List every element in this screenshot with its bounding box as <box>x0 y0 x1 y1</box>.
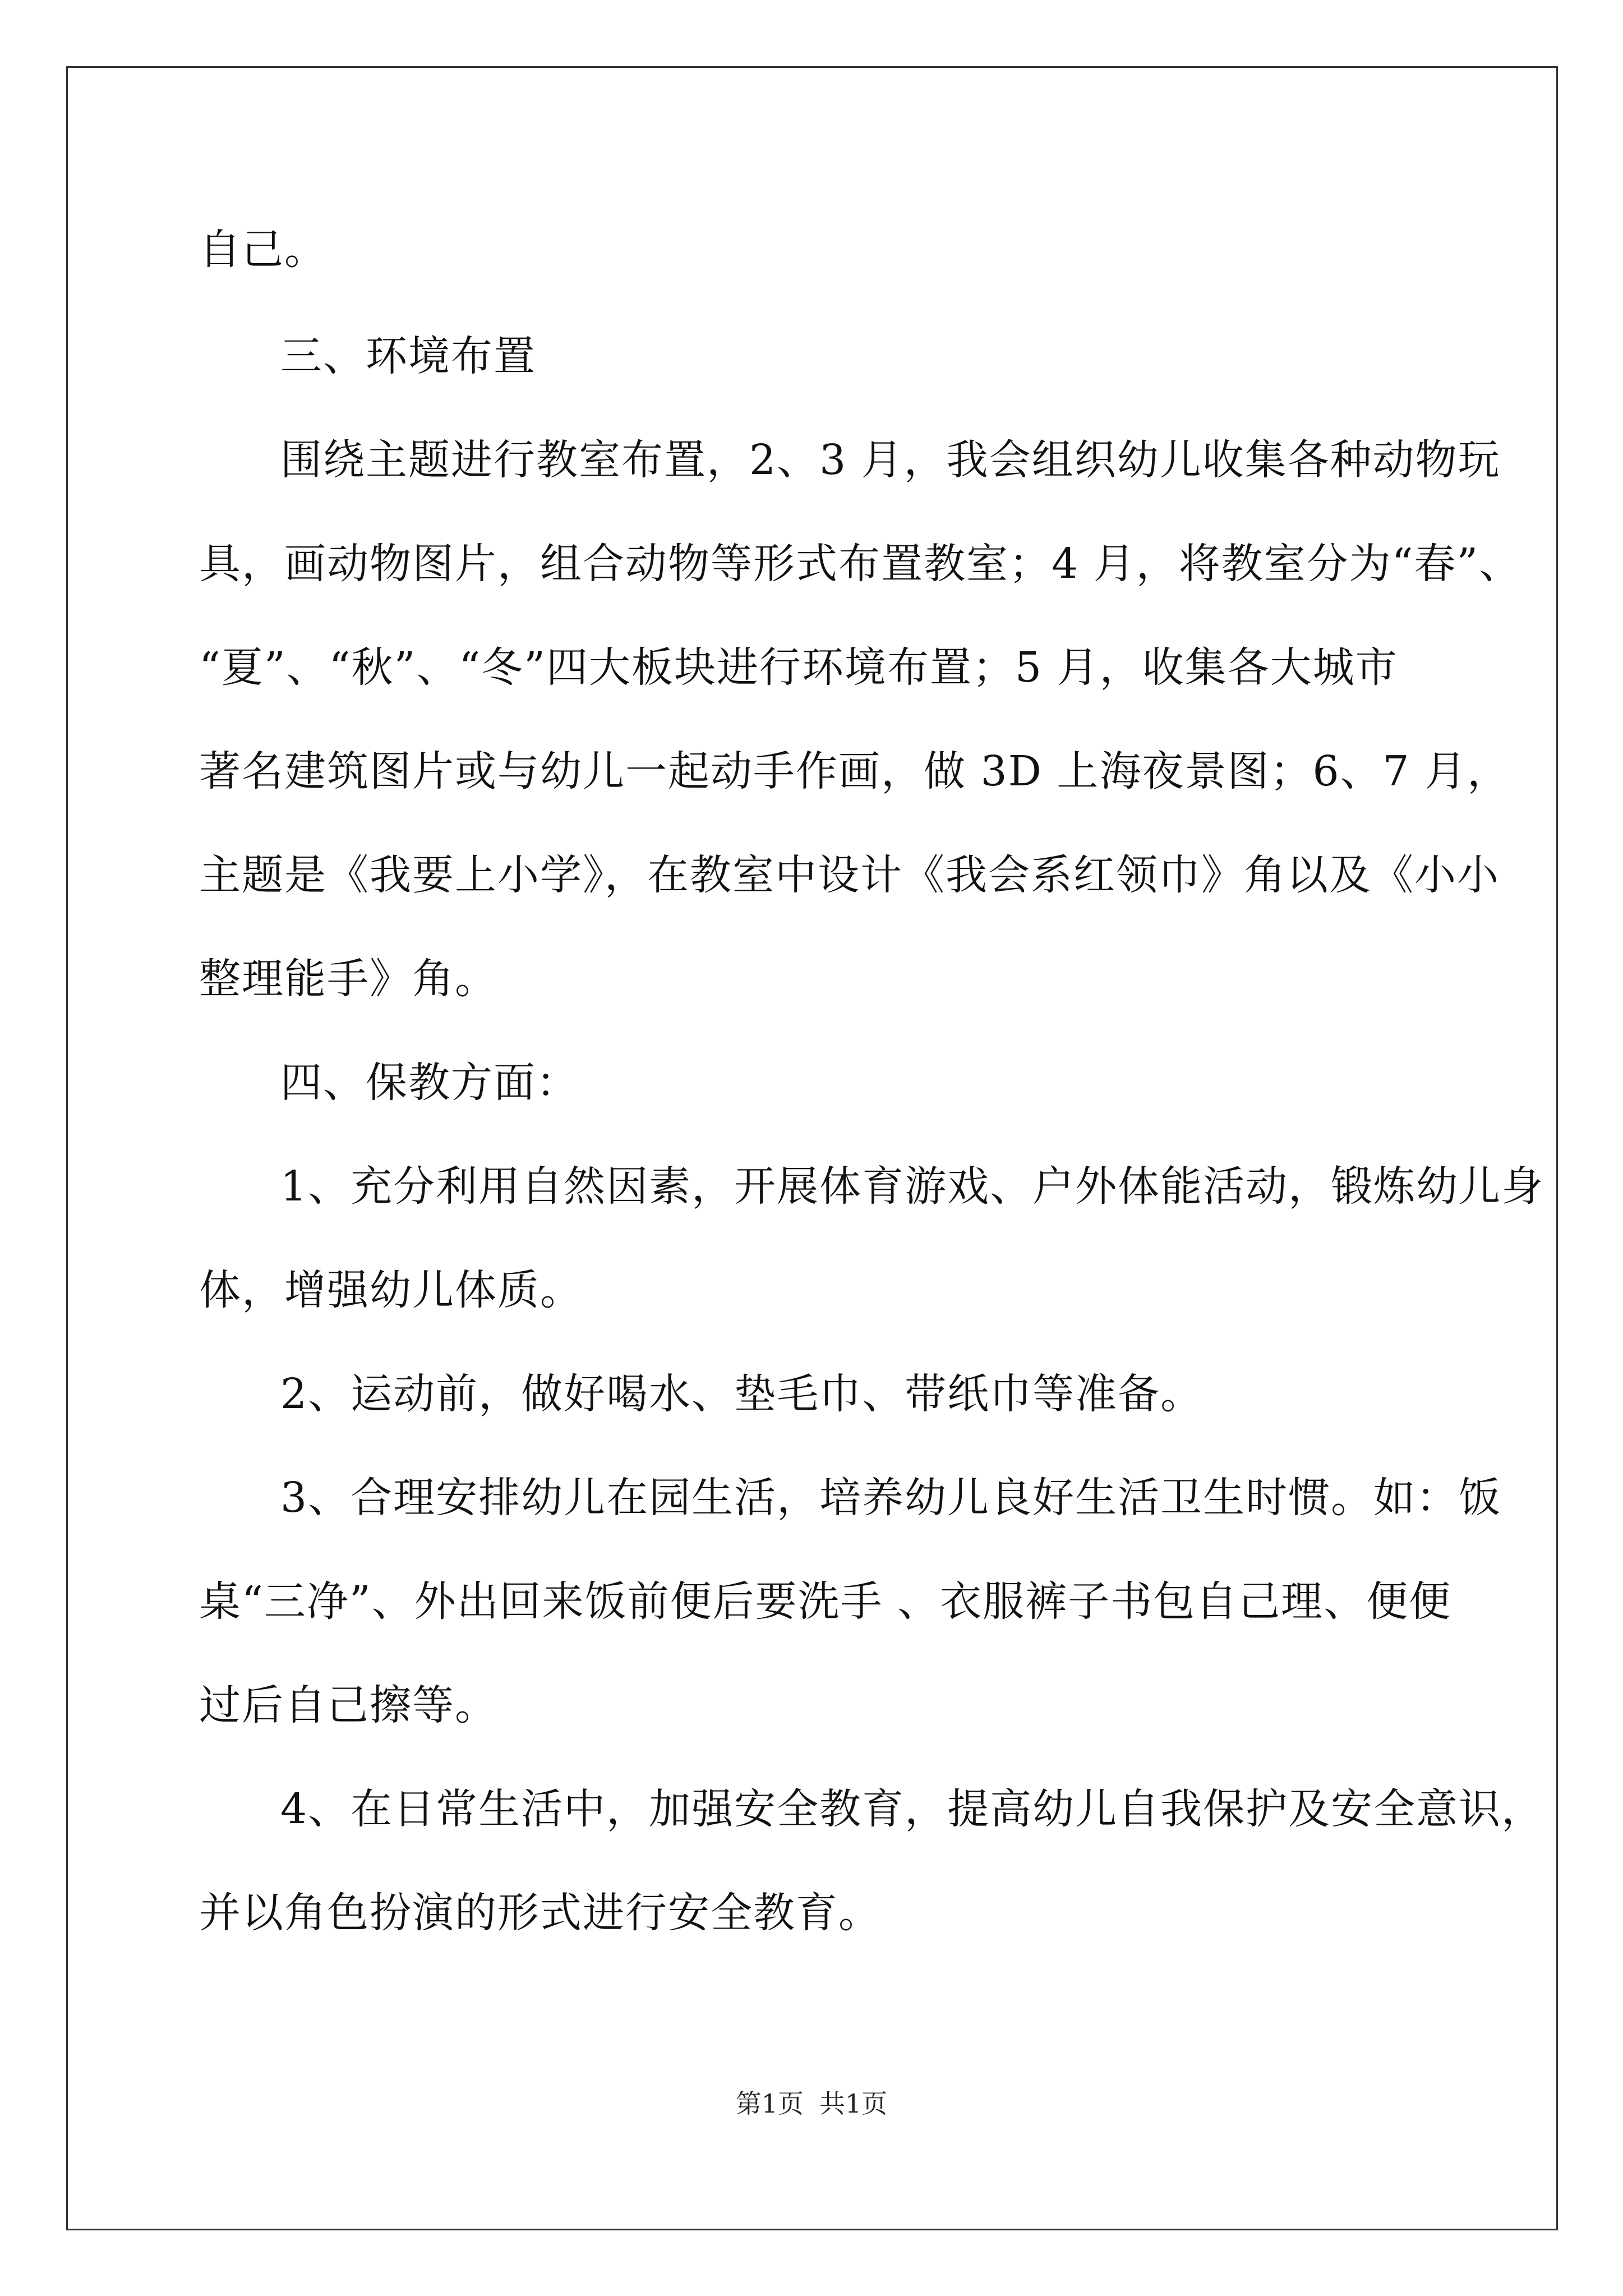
text-line-1: 自己。 <box>199 226 327 274</box>
page-number-current: 第1页 <box>735 2088 804 2119</box>
page-number-total: 共1页 <box>819 2088 888 2119</box>
text-line-13: 3、合理安排幼儿在园生活，培养幼儿良好生活卫生时惯。如：饭 <box>280 1474 1502 1522</box>
text-line-10: 1、充分利用自然因素，开展体育游戏、户外体能活动，锻炼幼儿身 <box>280 1162 1544 1211</box>
text-line-15: 过后自己擦等。 <box>199 1681 497 1729</box>
text-line-7: 主题是《我要上小学》，在教室中设计《我会系红领巾》角以及《小小 <box>199 851 1500 899</box>
text-line-4: 具，画动物图片，组合动物等形式布置教室；4 月，将教室分为“春”、 <box>199 540 1522 588</box>
text-line-17: 并以角色扮演的形式进行安全教育。 <box>199 1889 881 1937</box>
text-line-16: 4、在日常生活中，加强安全教育，提高幼儿自我保护及安全意识， <box>280 1785 1544 1833</box>
text-line-12: 2、运动前，做好喝水、垫毛巾、带纸巾等准备。 <box>280 1370 1204 1418</box>
section-heading-care: 四、保教方面： <box>280 1059 579 1107</box>
section-heading-environment: 三、环境布置 <box>280 332 536 380</box>
text-line-5: “夏”、“秋”、“冬”四大板块进行环境布置；5 月，收集各大城市 <box>199 643 1398 692</box>
text-line-8: 整理能手》角。 <box>199 955 497 1003</box>
text-line-6: 著名建筑图片或与幼儿一起动手作画，做 3D 上海夜景图；6、7 月， <box>199 747 1510 795</box>
text-line-11: 体，增强幼儿体质。 <box>199 1266 583 1314</box>
text-line-14: 桌“三净”、外出回来饭前便后要洗手 、衣服裤子书包自己理、便便 <box>199 1577 1452 1626</box>
page-footer <box>0 2087 1623 2120</box>
text-line-3: 围绕主题进行教室布置，2、3 月，我会组织幼儿收集各种动物玩 <box>280 436 1501 484</box>
